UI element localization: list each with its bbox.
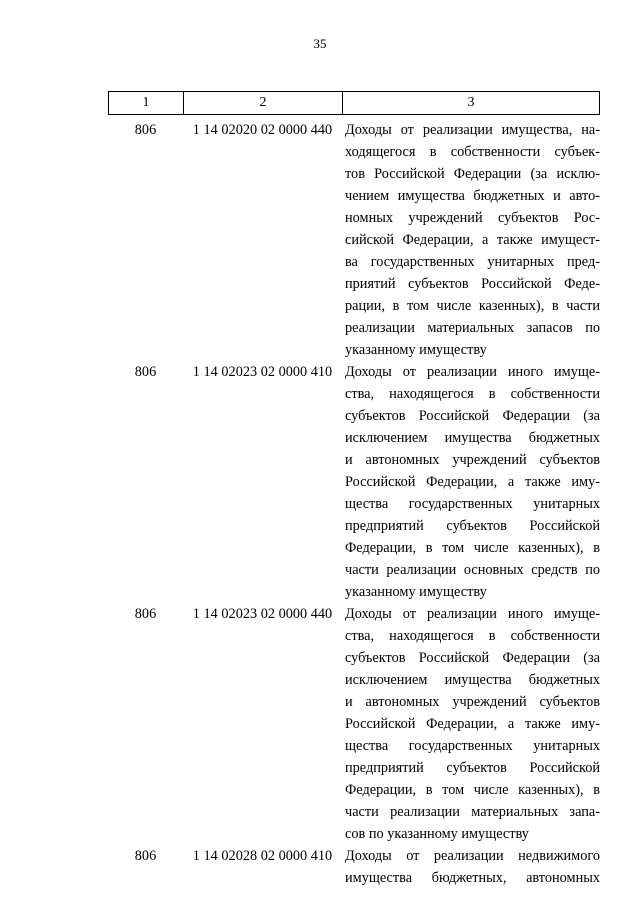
- description-cell: [342, 361, 600, 603]
- table-body: [108, 119, 600, 889]
- admin-code-cell: 806: [134, 848, 157, 864]
- description-line: указанному имуществу: [345, 584, 487, 600]
- description-line: ходящегося в собственности субъек-: [345, 144, 600, 160]
- description-line: сийской Федерации, а также имущест-: [345, 232, 600, 248]
- description-cell: [342, 845, 600, 889]
- description-line: рации, в том числе казенных), в части: [345, 298, 600, 314]
- description-line: щества государственных унитарных: [345, 738, 600, 754]
- budget-codes-table: [108, 91, 600, 889]
- description-line: части реализации материальных запа-: [345, 804, 600, 820]
- description-line: исключением имущества бюджетных: [345, 430, 600, 446]
- table-row: [108, 845, 600, 889]
- description-line: субъектов Российской Федерации (за: [345, 650, 600, 666]
- table-row: [108, 603, 600, 845]
- description-line: Федерации, в том числе казенных), в: [345, 540, 600, 556]
- table-row: [108, 361, 600, 603]
- description-line: ства, находящегося в собственности: [345, 628, 600, 644]
- page-number: 35: [313, 36, 327, 51]
- header-col-1: 1: [109, 92, 184, 114]
- description-line: субъектов Российской Федерации (за: [345, 408, 600, 424]
- header-col-3: 3: [467, 95, 475, 110]
- description-line: указанному имуществу: [345, 342, 487, 358]
- header-col-2: 2: [184, 92, 343, 114]
- description-line: Доходы от реализации имущества, на-: [345, 122, 600, 138]
- description-line: и автономных учреждений субъектов: [345, 694, 600, 710]
- description-line: Российской Федерации, а также иму-: [345, 716, 600, 732]
- description-line: Доходы от реализации недвижимого: [345, 848, 600, 864]
- description-line: Российской Федерации, а также иму-: [345, 474, 600, 490]
- description-line: предприятий субъектов Российской: [345, 518, 600, 534]
- kbk-code-cell: 1 14 02023 02 0000 440: [192, 606, 333, 622]
- description-cell: [342, 119, 600, 361]
- kbk-code-cell: 1 14 02023 02 0000 410: [192, 364, 333, 380]
- kbk-code-cell: 1 14 02028 02 0000 410: [192, 848, 333, 864]
- description-line: Доходы от реализации иного имуще-: [345, 606, 600, 622]
- description-line: чением имущества бюджетных и авто-: [345, 188, 600, 204]
- description-line: приятий субъектов Российской Феде-: [345, 276, 600, 292]
- description-line: ва государственных унитарных пред-: [345, 254, 600, 270]
- admin-code-cell: 806: [134, 364, 157, 380]
- description-line: реализации материальных запасов по: [345, 320, 600, 336]
- description-line: Доходы от реализации иного имуще-: [345, 364, 600, 380]
- description-cell: [342, 603, 600, 845]
- description-line: исключением имущества бюджетных: [345, 672, 600, 688]
- description-line: номных учреждений субъектов Рос-: [345, 210, 600, 226]
- description-line: предприятий субъектов Российской: [345, 760, 600, 776]
- description-line: имущества бюджетных, автономных: [345, 870, 600, 886]
- admin-code-cell: 806: [134, 122, 157, 138]
- description-line: сов по указанному имуществу: [345, 826, 529, 842]
- description-line: ства, находящегося в собственности: [345, 386, 600, 402]
- table-row: [108, 119, 600, 361]
- description-line: щества государственных унитарных: [345, 496, 600, 512]
- kbk-code-cell: 1 14 02020 02 0000 440: [192, 122, 333, 138]
- description-line: и автономных учреждений субъектов: [345, 452, 600, 468]
- description-line: Федерации, в том числе казенных), в: [345, 782, 600, 798]
- description-line: части реализации основных средств по: [345, 562, 600, 578]
- table-header: [108, 91, 600, 115]
- admin-code-cell: 806: [134, 606, 157, 622]
- description-line: тов Российской Федерации (за исклю-: [345, 166, 600, 182]
